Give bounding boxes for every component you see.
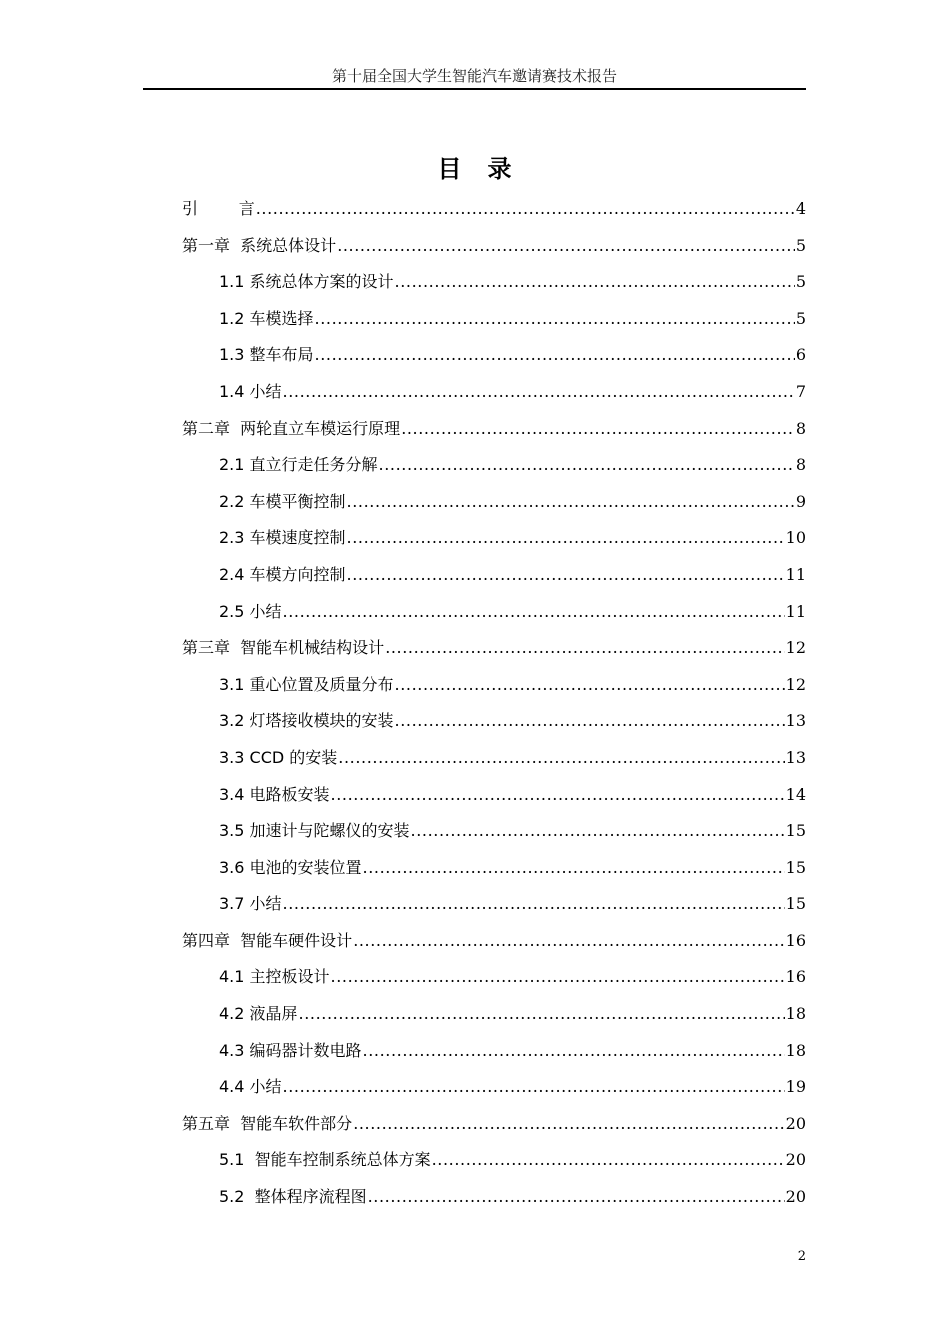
toc-page-number: 5 xyxy=(795,272,806,292)
toc-entry-text: 3.7 小结 xyxy=(219,894,282,914)
toc-section-entry[interactable] xyxy=(182,1179,806,1216)
toc-dot-leader xyxy=(299,996,785,1033)
toc-entry-text: 1.2 车模选择 xyxy=(219,308,314,328)
toc-dot-leader xyxy=(347,484,795,521)
toc-page-number: 10 xyxy=(785,528,806,548)
toc-dot-leader xyxy=(347,520,785,557)
toc-chapter-entry[interactable] xyxy=(182,411,806,448)
toc-section-entry[interactable] xyxy=(182,813,806,850)
toc-entry-text: 2.1 直立行走任务分解 xyxy=(219,455,378,475)
toc-dot-leader xyxy=(315,337,795,374)
toc-dot-leader xyxy=(338,740,784,777)
toc-entry-text: 5.1 智能车控制系统总体方案 xyxy=(219,1150,431,1170)
toc-page-number: 13 xyxy=(785,711,806,731)
toc-entry-text: 3.6 电池的安装位置 xyxy=(219,857,362,877)
toc-section-entry[interactable] xyxy=(182,594,806,631)
toc-page-number: 12 xyxy=(785,638,806,658)
toc-dot-leader xyxy=(385,630,784,667)
toc-section-entry[interactable] xyxy=(182,557,806,594)
toc-page-number: 8 xyxy=(795,418,806,438)
toc-entry-text: 1.1 系统总体方案的设计 xyxy=(219,272,394,292)
toc-dot-leader xyxy=(395,264,795,301)
toc-entry-text: 2.4 车模方向控制 xyxy=(219,564,346,584)
toc-entry-text: 4.3 编码器计数电路 xyxy=(219,1040,362,1060)
toc-page-number: 6 xyxy=(795,345,806,365)
toc-dot-leader xyxy=(379,447,795,484)
toc-page-number: 13 xyxy=(785,747,806,767)
toc-page-number: 20 xyxy=(785,1113,806,1133)
toc-page-number: 5 xyxy=(795,308,806,328)
toc-section-entry[interactable] xyxy=(182,337,806,374)
toc-dot-leader xyxy=(353,923,784,960)
toc-section-entry[interactable] xyxy=(182,703,806,740)
toc-page-number: 16 xyxy=(785,967,806,987)
toc-dot-leader xyxy=(432,1142,785,1179)
toc-section-entry[interactable] xyxy=(182,777,806,814)
toc-chapter-entry[interactable] xyxy=(182,923,806,960)
toc-page-number: 19 xyxy=(785,1077,806,1097)
toc-section-entry[interactable] xyxy=(182,301,806,338)
toc-page-number: 12 xyxy=(785,674,806,694)
toc-dot-leader xyxy=(283,1069,785,1106)
toc-entry-text: 1.4 小结 xyxy=(219,381,282,401)
toc-entry-text: 5.2 整体程序流程图 xyxy=(219,1187,367,1207)
toc-dot-leader xyxy=(347,557,785,594)
toc-entry-text: 2.3 车模速度控制 xyxy=(219,528,346,548)
toc-dot-leader xyxy=(256,191,795,228)
toc-page-number: 20 xyxy=(785,1150,806,1170)
toc-dot-leader xyxy=(395,703,785,740)
toc-entry-text: 第二章 两轮直立车模运行原理 xyxy=(182,418,401,438)
toc-dot-leader xyxy=(283,886,785,923)
toc-page-number: 16 xyxy=(785,930,806,950)
toc-section-entry[interactable] xyxy=(182,996,806,1033)
toc-dot-leader xyxy=(331,959,785,996)
toc-entry-text: 第四章 智能车硬件设计 xyxy=(182,930,353,950)
toc-page-number: 15 xyxy=(785,894,806,914)
toc-section-entry[interactable] xyxy=(182,740,806,777)
toc-page-number: 11 xyxy=(785,564,806,584)
toc-section-entry[interactable] xyxy=(182,264,806,301)
toc-chapter-entry[interactable] xyxy=(182,630,806,667)
toc-section-entry[interactable] xyxy=(182,484,806,521)
toc-entry-text: 3.3 CCD 的安装 xyxy=(219,747,338,767)
toc-page-number: 15 xyxy=(785,821,806,841)
toc-page-number: 20 xyxy=(785,1187,806,1207)
toc-dot-leader xyxy=(363,850,785,887)
toc-section-entry[interactable] xyxy=(182,850,806,887)
toc-section-entry[interactable] xyxy=(182,1033,806,1070)
toc-page-number: 14 xyxy=(785,784,806,804)
toc-page-number: 11 xyxy=(785,601,806,621)
toc-entry-text: 4.1 主控板设计 xyxy=(219,967,330,987)
page-number: 2 xyxy=(797,1249,806,1264)
toc-dot-leader xyxy=(337,228,795,265)
toc-dot-leader xyxy=(368,1179,785,1216)
header-rule xyxy=(143,88,806,90)
toc-page-number: 7 xyxy=(795,381,806,401)
toc-section-entry[interactable] xyxy=(182,667,806,704)
toc-chapter-entry[interactable] xyxy=(182,1106,806,1143)
toc-section-entry[interactable] xyxy=(182,959,806,996)
toc-entry-text: 第三章 智能车机械结构设计 xyxy=(182,638,385,658)
toc-entry-text: 4.2 液晶屏 xyxy=(219,1004,298,1024)
toc-page-number: 5 xyxy=(795,235,806,255)
toc-title: 目录 xyxy=(437,155,538,183)
toc-entry-text: 2.5 小结 xyxy=(219,601,282,621)
toc-page-number: 8 xyxy=(795,455,806,475)
running-header: 第十届全国大学生智能汽车邀请赛技术报告 xyxy=(331,67,617,85)
toc-entry-text: 第五章 智能车软件部分 xyxy=(182,1113,353,1133)
toc-dot-leader xyxy=(411,813,785,850)
toc-page-number: 18 xyxy=(785,1004,806,1024)
toc-section-entry[interactable] xyxy=(182,1069,806,1106)
toc-entry-text: 引 言 xyxy=(182,199,255,218)
toc-entry-text: 3.1 重心位置及质量分布 xyxy=(219,674,394,694)
toc-dot-leader xyxy=(283,374,795,411)
toc-section-entry[interactable] xyxy=(182,447,806,484)
toc-dot-leader xyxy=(315,301,795,338)
toc-section-entry[interactable] xyxy=(182,1142,806,1179)
toc-entry-text: 第一章 系统总体设计 xyxy=(182,235,337,255)
toc-dot-leader xyxy=(395,667,785,704)
toc-entry-text: 3.4 电路板安装 xyxy=(219,784,330,804)
toc-page-number: 15 xyxy=(785,857,806,877)
toc-page-number: 4 xyxy=(795,199,806,218)
toc-section-entry[interactable] xyxy=(182,520,806,557)
toc-page-number: 9 xyxy=(795,491,806,511)
toc-section-entry[interactable] xyxy=(182,374,806,411)
toc-section-entry[interactable] xyxy=(182,886,806,923)
toc-dot-leader xyxy=(363,1033,785,1070)
table-of-contents xyxy=(182,191,806,1216)
toc-entry-text: 3.5 加速计与陀螺仪的安装 xyxy=(219,821,410,841)
toc-dot-leader xyxy=(331,777,785,814)
toc-entry-text: 4.4 小结 xyxy=(219,1077,282,1097)
toc-entry-text: 3.2 灯塔接收模块的安装 xyxy=(219,711,394,731)
toc-chapter-entry[interactable] xyxy=(182,191,806,228)
toc-entry-text: 2.2 车模平衡控制 xyxy=(219,491,346,511)
toc-dot-leader xyxy=(283,594,785,631)
toc-dot-leader xyxy=(401,411,795,448)
toc-entry-text: 1.3 整车布局 xyxy=(219,345,314,365)
toc-dot-leader xyxy=(353,1106,784,1143)
toc-chapter-entry[interactable] xyxy=(182,228,806,265)
toc-page-number: 18 xyxy=(785,1040,806,1060)
